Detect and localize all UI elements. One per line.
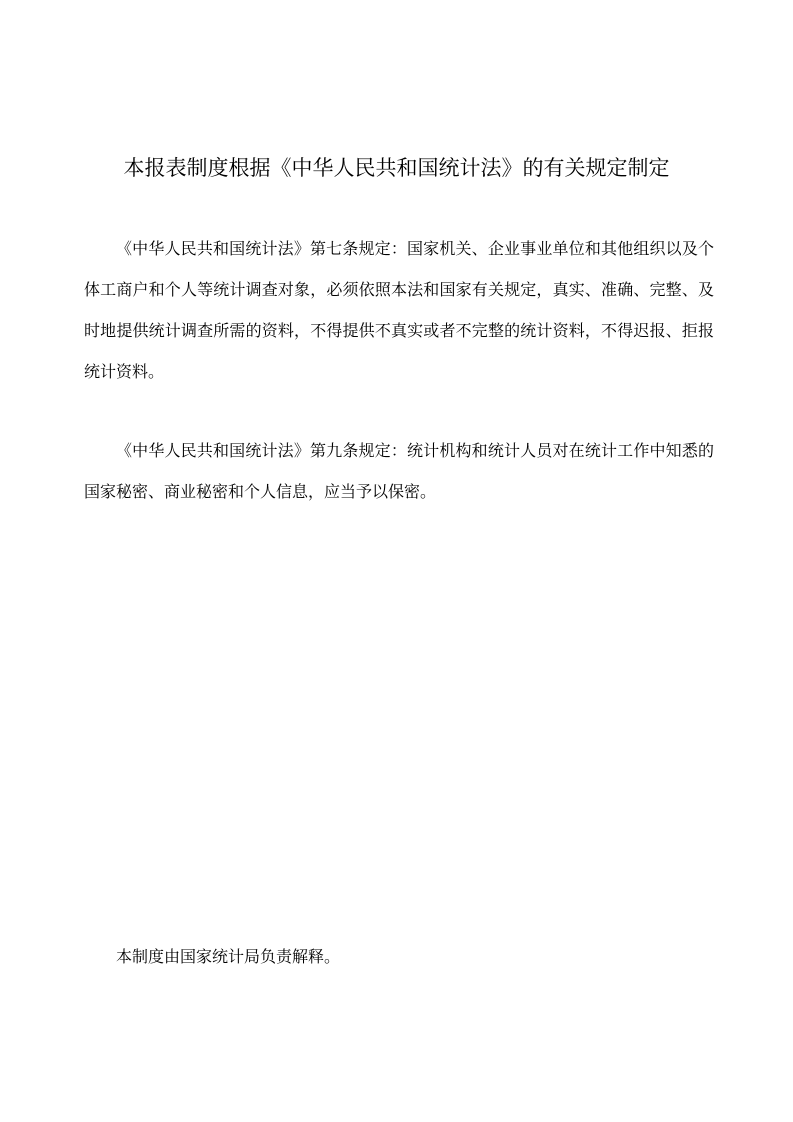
statistics-law-article-9: 《中华人民共和国统计法》第九条规定：统计机构和统计人员对在统计工作中知悉的国家秘密、商业秘密和个人信息，应当予以保密。	[84, 441, 714, 501]
statistics-law-article-7: 《中华人民共和国统计法》第七条规定：国家机关、企业事业单位和其他组织以及个体工商户和个人等统计调查对象，必须依照本法和国家有关规定，真实、准确、完整、及时地提供统计调查所需的资料，不得提供不真实或者不完整的统计资料，不得迟报、拒报统计资料。	[84, 239, 714, 381]
interpretation-note: 本制度由国家统计局负责解释。	[116, 947, 341, 966]
document-title: 本报表制度根据《中华人民共和国统计法》的有关规定制定	[123, 156, 670, 180]
